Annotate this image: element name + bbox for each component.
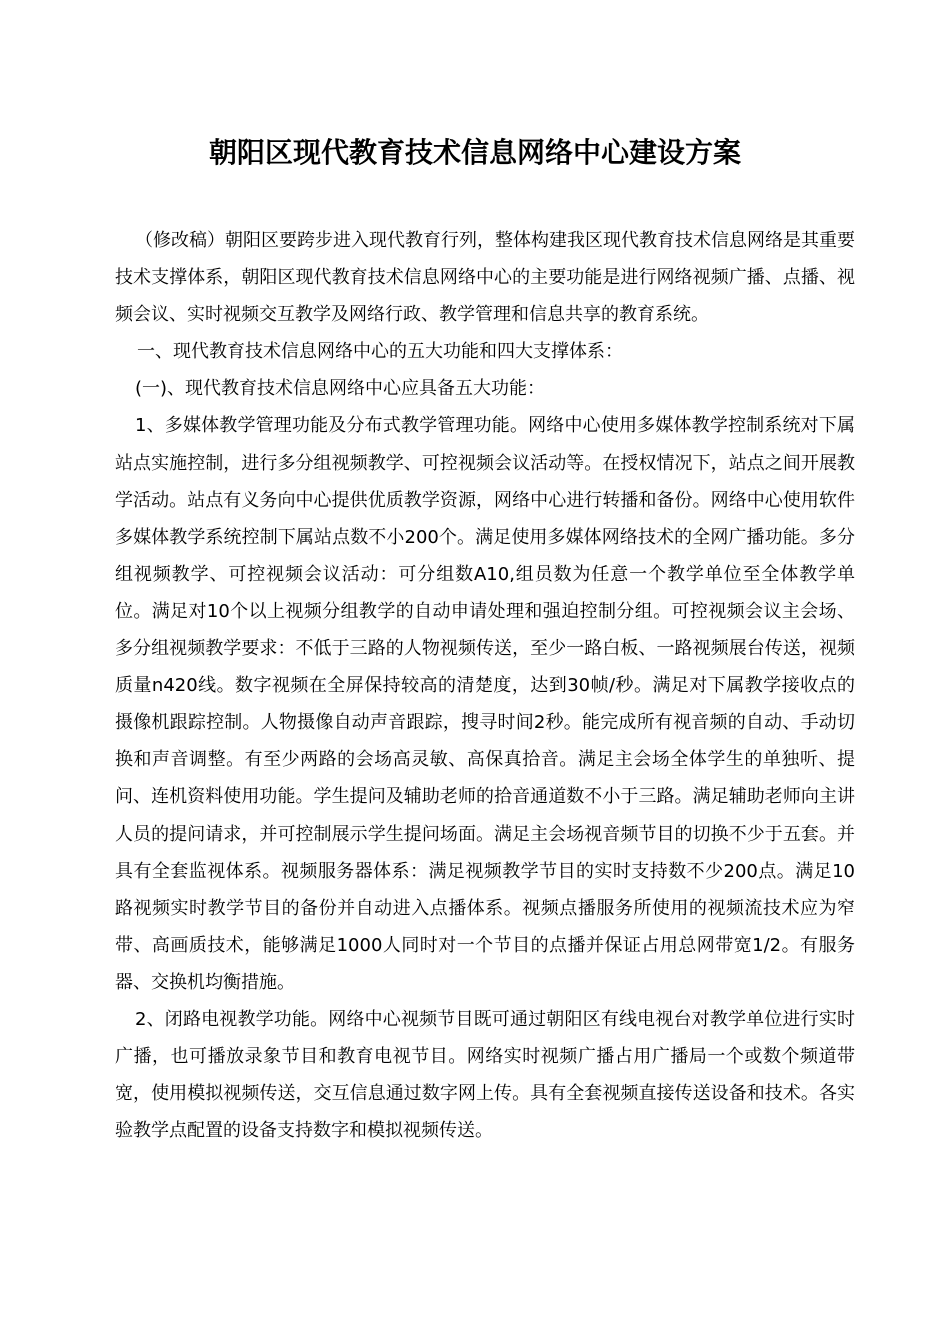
intro-paragraph: （修改稿）朝阳区要跨步进入现代教育行列，整体构建我区现代教育技术信息网络是其重要技术支撑体系，朝阳区现代教育技术信息网络中心的主要功能是进行网络视频广播、点播、视频会议、实时视频交互教学及网络行政、教学管理和信息共享的教育系统。 [115, 230, 855, 326]
function-1-paragraph: 1、多媒体教学管理功能及分布式教学管理功能。网络中心使用多媒体教学控制系统对下属站点实施控制，进行多分组视频教学、可控视频会议活动等。在授权情况下，站点之间开展教学活动。站点有义务向中心提供优质教学资源，网络中心进行转播和备份。网络中心使用软件多媒体教学系统控制下属站点数不小200个。满足使用多媒体网络技术的全网广播功能。多分组视频教学、可控视频会议活动：可分组数A10,组员数为任意一个教学单位至全体教学单位。满足对10个以上视频分组教学的自动申请处理和强迫控制分组。可控视频会议主会场、多分组视频教学要求：不低于三路的人物视频传送，至少一路白板、一路视频展台传送，视频质量n420线。数字视频在全屏保持较高的清楚度，达到30帧/秒。满足对下属教学接收点的摄像机跟踪控制。人物摄像自动声音跟踪，搜寻时间2秒。能完成所有视音频的自动、手动切换和声音调整。有至少两路的会场高灵敏、高保真拾音。满足主会场全体学生的单独听、提问、连机资料使用功能。学生提问及辅助老师的拾音通道数不小于三路。满足辅助老师向主讲人员的提问请求，并可控制展示学生提问场面。满足主会场视音频节目的切换不少于五套。并具有全套监视体系。视频服务器体系：满足视频教学节目的实时支持数不少200点。满足10路视频实时教学节目的备份并自动进入点播体系。视频点播服务所使用的视频流技术应为窄带、高画质技术，能够满足1000人同时对一个节目的点播并保证占用总网带宽1/2。有服务器、交换机均衡措施。 [115, 415, 855, 993]
section-heading: 一、现代教育技术信息网络中心的五大功能和四大支撑体系： [137, 341, 623, 363]
document-body [115, 222, 855, 1149]
document-title: 朝阳区现代教育技术信息网络中心建设方案 [208, 136, 741, 169]
subsection-heading: (一)、现代教育技术信息网络中心应具备五大功能： [135, 378, 546, 400]
function-2-paragraph: 2、闭路电视教学功能。网络中心视频节目既可通过朝阳区有线电视台对教学单位进行实时广播，也可播放录象节目和教育电视节目。网络实时视频广播占用广播局一个或数个频道带宽，使用模拟视频传送，交互信息通过数字网上传。具有全套视频直接传送设备和技术。各实验教学点配置的设备支持数字和模拟视频传送。 [115, 1008, 855, 1142]
